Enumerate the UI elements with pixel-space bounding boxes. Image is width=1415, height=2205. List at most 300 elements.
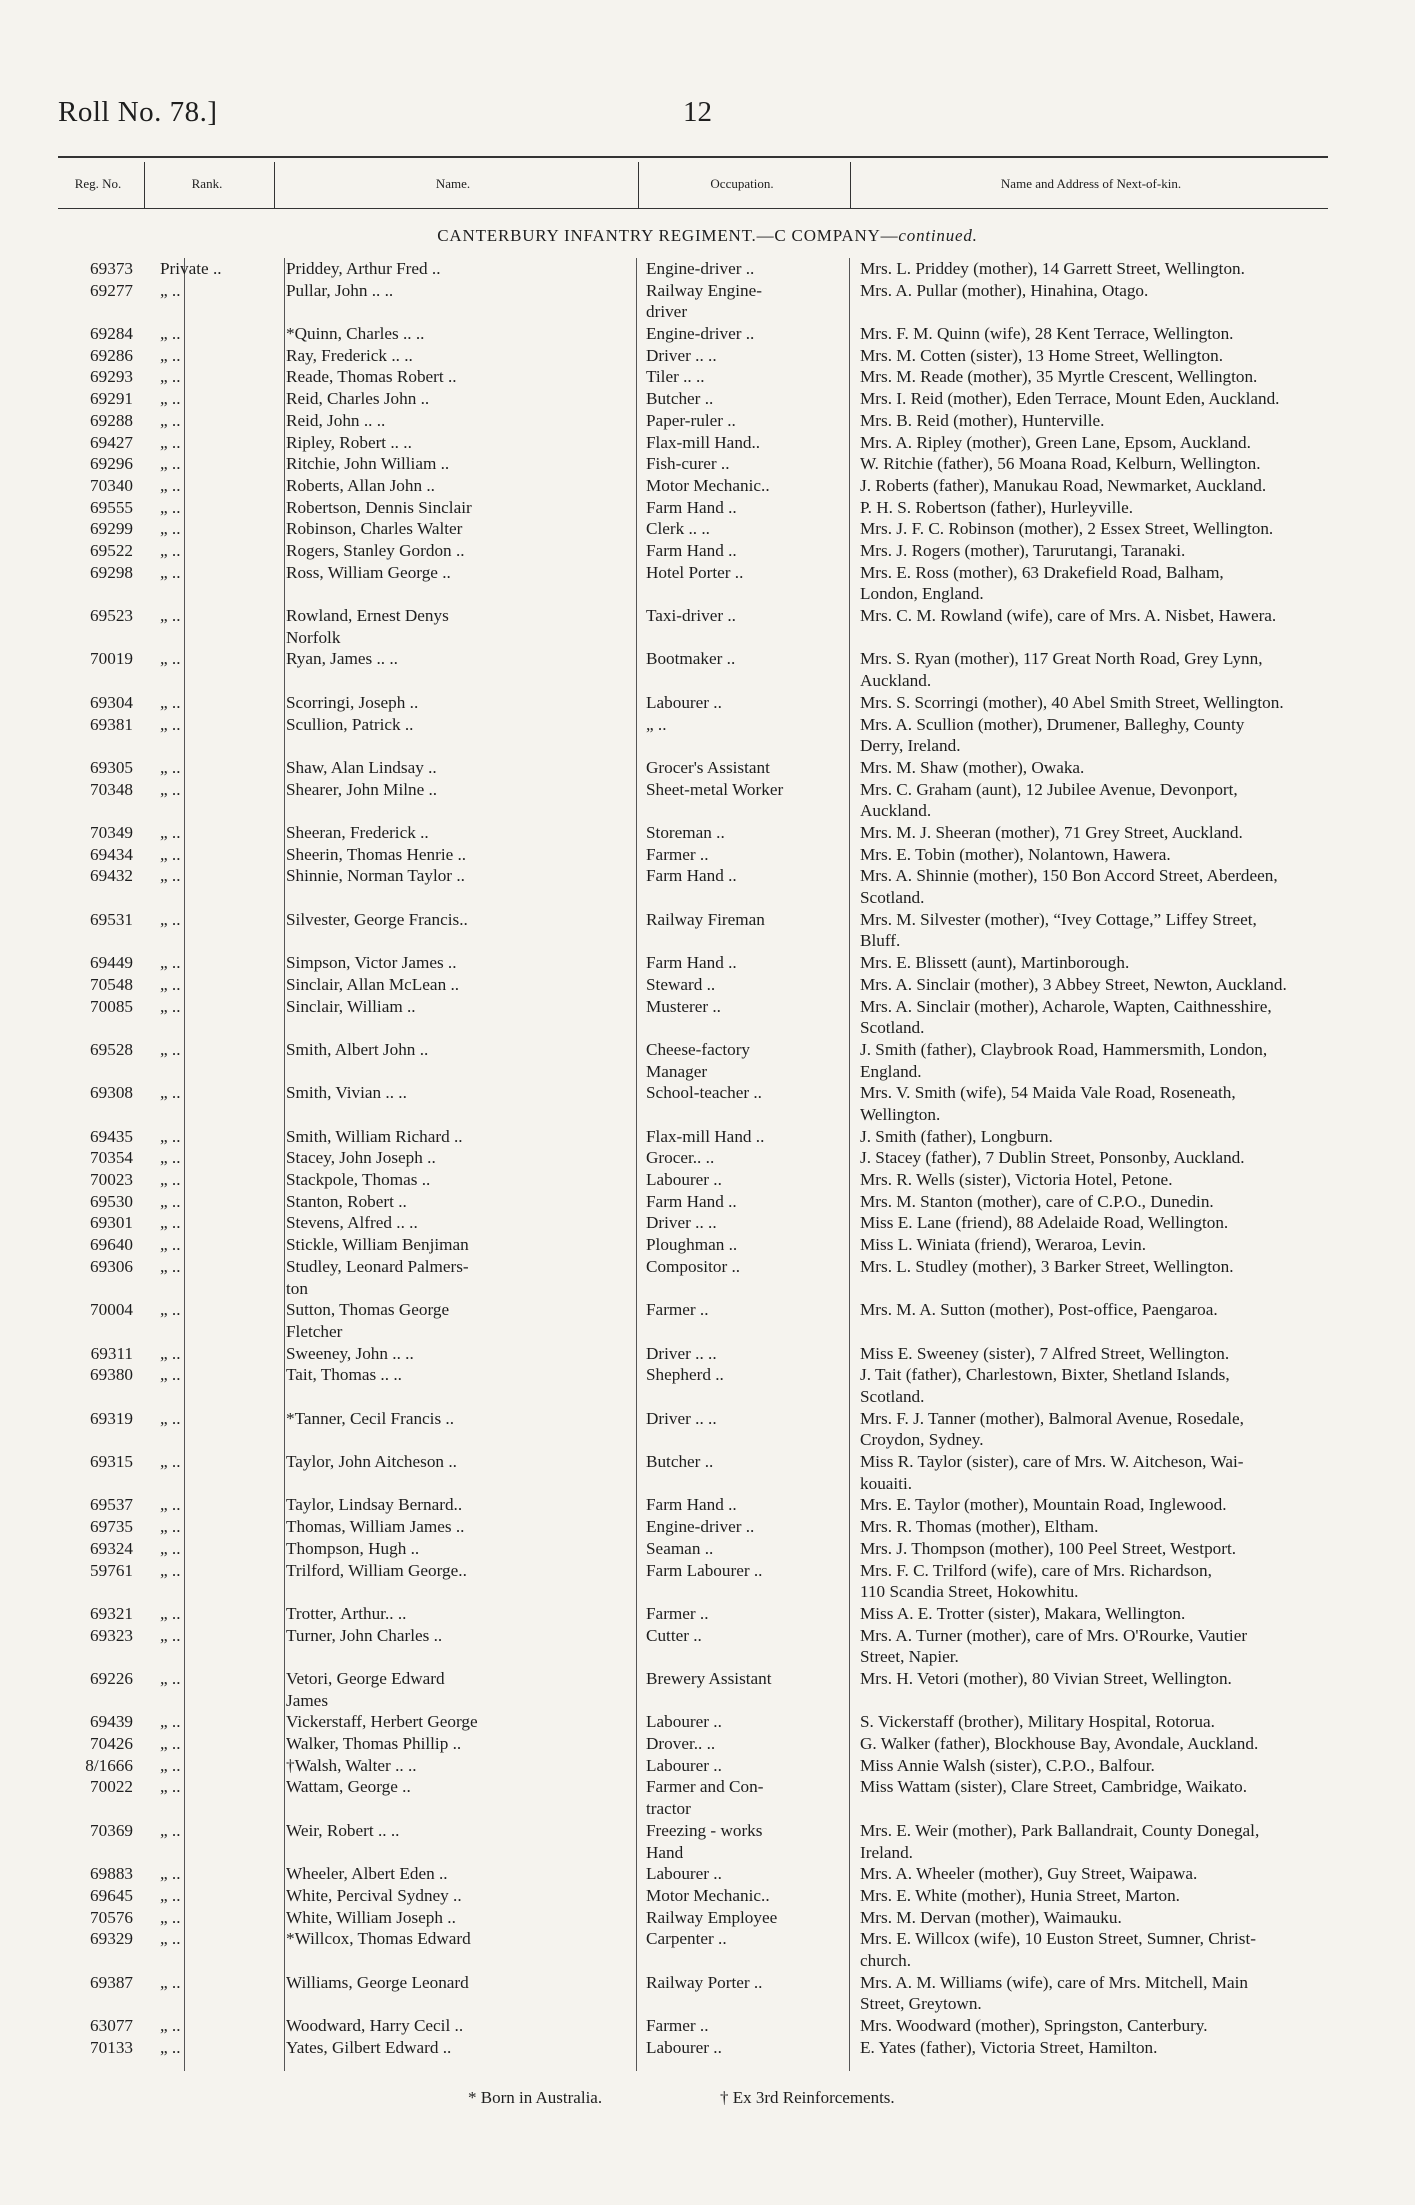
occupation-line: Grocer.. .. [646,1148,715,1168]
soldier-name-line: Taylor, Lindsay Bernard.. [286,1495,463,1515]
next-of-kin-line: Mrs. J. F. C. Robinson (mother), 2 Essex Street, Wellington. [860,519,1274,539]
rank: „ .. [160,1039,181,1059]
occupation [646,648,836,670]
occupation-line: Farmer .. [646,1300,709,1320]
table-row [58,909,1328,952]
next-of-kin [860,475,1328,497]
soldier-name-line: Stanton, Robert .. [286,1191,407,1211]
next-of-kin-line: Mrs. E. Tobin (mother), Nolantown, Hawera. [860,844,1171,864]
occupation-line: „ .. [646,714,667,734]
reg-number: 69530 [90,1191,133,1211]
reg-number: 70004 [90,1300,133,1320]
occupation-line: Carpenter .. [646,1929,727,1949]
table-row [58,280,1328,323]
page-number: 12 [683,96,712,128]
occupation [646,1733,836,1755]
soldier-name [286,1907,626,1929]
next-of-kin [860,1972,1328,2015]
occupation-line: Railway Employee [646,1907,778,1927]
col-header-nok: Name and Address of Next-of-kin. [1000,176,1182,191]
col-separator [274,162,275,208]
soldier-name-line: Shearer, John Milne .. [286,779,438,799]
occupation-line: Driver .. .. [646,1213,717,1233]
reg-number: 69315 [90,1452,133,1472]
rank: „ .. [160,410,181,430]
soldier-name [286,1711,626,1733]
reg-number: 69531 [90,909,133,929]
header-rule [58,156,1328,158]
occupation [646,1494,836,1516]
next-of-kin [860,497,1328,519]
table-row [58,1928,1328,1971]
soldier-name-line: White, William Joseph .. [286,1907,456,1927]
rank: „ .. [160,1929,181,1949]
next-of-kin-line: J. Smith (father), Longburn. [860,1126,1053,1146]
next-of-kin [860,280,1328,302]
soldier-name-line: Taylor, John Aitcheson .. [286,1452,457,1472]
soldier-name-line: Thompson, Hugh .. [286,1538,420,1558]
reg-number: 70548 [90,974,133,994]
table-row [58,1711,1328,1733]
rank: „ .. [160,822,181,842]
soldier-name [286,410,626,432]
next-of-kin-line: Auckland. [860,671,932,691]
soldier-name-line: Ripley, Robert .. .. [286,432,412,452]
next-of-kin-line: Mrs. S. Scorringi (mother), 40 Abel Smith Street, Wellington. [860,692,1284,712]
soldier-name-line: *Tanner, Cecil Francis .. [286,1408,455,1428]
next-of-kin-line: J. Tait (father), Charlestown, Bixter, Shetland Islands, [860,1365,1230,1385]
col-header-name: Name. [435,176,471,191]
next-of-kin [860,952,1328,974]
occupation [646,1082,836,1104]
soldier-name-line: Reid, John .. .. [286,410,386,430]
next-of-kin-line: Mrs. M. Dervan (mother), Waimauku. [860,1907,1122,1927]
table-row [58,1516,1328,1538]
next-of-kin [860,996,1328,1039]
occupation-line: Storeman .. [646,822,725,842]
occupation-line: Farmer and Con- [646,1777,764,1797]
reg-number: 70426 [90,1734,133,1754]
next-of-kin [860,1451,1328,1494]
occupation [646,280,836,323]
occupation-line: Seaman .. [646,1538,714,1558]
next-of-kin-line: Mrs. L. Priddey (mother), 14 Garrett Street, Wellington. [860,259,1245,278]
occupation [646,865,836,887]
table-row [58,1039,1328,1082]
rank: „ .. [160,1083,181,1103]
soldier-name [286,757,626,779]
table-row [58,518,1328,540]
next-of-kin-line: Mrs. A. Shinnie (mother), 150 Bon Accord Street, Aberdeen, [860,866,1278,886]
reg-number: 69284 [90,324,133,344]
page-header [58,96,1328,136]
occupation [646,345,836,367]
reg-number: 69286 [90,345,133,365]
occupation-line: Labourer .. [646,1712,722,1732]
occupation-line: Driver .. .. [646,1408,717,1428]
soldier-name-line: Trotter, Arthur.. .. [286,1603,407,1623]
soldier-name [286,388,626,410]
next-of-kin-line: Mrs. I. Reid (mother), Eden Terrace, Mount Eden, Auckland. [860,389,1280,409]
occupation-line: tractor [646,1799,691,1819]
soldier-name-line: Rowland, Ernest Denys [286,606,449,626]
col-header-occupation: Occupation. [710,176,774,191]
reg-number: 69435 [90,1126,133,1146]
occupation-line: Labourer .. [646,692,722,712]
soldier-name [286,518,626,540]
reg-number: 70354 [90,1148,133,1168]
reg-number: 69427 [90,432,133,452]
rank: „ .. [160,779,181,799]
rank: „ .. [160,1191,181,1211]
soldier-name [286,1863,626,1885]
rank: „ .. [160,2016,181,2036]
occupation [646,258,836,280]
next-of-kin [860,1408,1328,1451]
soldier-name-line: Williams, George Leonard [286,1972,469,1992]
occupation [646,1451,836,1473]
next-of-kin [860,1082,1328,1125]
soldier-name [286,1494,626,1516]
soldier-name-line: Yates, Gilbert Edward .. [286,2037,452,2057]
soldier-name-line: Ross, William George .. [286,562,451,582]
table-row [58,562,1328,605]
next-of-kin [860,1820,1328,1863]
soldier-name-line: Ryan, James .. .. [286,649,398,669]
soldier-name-line: Stacey, John Joseph .. [286,1148,436,1168]
soldier-name-line: Weir, Robert .. .. [286,1820,400,1840]
reg-number: 70022 [90,1777,133,1797]
next-of-kin-line: Mrs. A. M. Williams (wife), care of Mrs. Mitchell, Main [860,1972,1249,1992]
soldier-name [286,562,626,584]
next-of-kin [860,1169,1328,1191]
occupation-line: Farmer .. [646,1603,709,1623]
soldier-name [286,1169,626,1191]
occupation [646,1364,836,1386]
soldier-name [286,2015,626,2037]
rank: „ .. [160,1170,181,1190]
table-row [58,475,1328,497]
occupation-line: Hand [646,1842,684,1862]
rank: „ .. [160,1235,181,1255]
soldier-name [286,1733,626,1755]
soldier-name [286,1408,626,1430]
next-of-kin [860,1234,1328,1256]
rank: „ .. [160,280,181,300]
occupation-line: Labourer .. [646,2037,722,2057]
table-row [58,1408,1328,1451]
occupation [646,432,836,454]
next-of-kin-line: Mrs. M. Stanton (mother), care of C.P.O., Dunedin. [860,1191,1214,1211]
occupation [646,1039,836,1082]
rank: „ .. [160,649,181,669]
occupation [646,1147,836,1169]
rank: „ .. [160,1885,181,1905]
soldier-name [286,714,626,736]
soldier-name-line: Pullar, John .. .. [286,280,394,300]
occupation-line: Railway Porter .. [646,1972,763,1992]
reg-number: 69439 [90,1712,133,1732]
occupation [646,1776,836,1819]
rank: „ .. [160,1408,181,1428]
table-row [58,1299,1328,1342]
soldier-name-line: Smith, Vivian .. .. [286,1083,407,1103]
table-row [58,2037,1328,2059]
occupation-line: Shepherd .. [646,1365,724,1385]
reg-number: 69301 [90,1213,133,1233]
next-of-kin-line: Mrs. J. Thompson (mother), 100 Peel Street, Westport. [860,1538,1237,1558]
table-row [58,1733,1328,1755]
occupation [646,1516,836,1538]
soldier-name-line: *Willcox, Thomas Edward [286,1929,471,1949]
next-of-kin-line: Wellington. [860,1104,941,1124]
reg-number: 70023 [90,1170,133,1190]
next-of-kin [860,1538,1328,1560]
occupation [646,366,836,388]
roll-title: Roll No. 78.] [58,96,218,128]
table-row [58,1625,1328,1668]
next-of-kin-line: J. Roberts (father), Manukau Road, Newmarket, Auckland. [860,475,1267,495]
table-row [58,1234,1328,1256]
next-of-kin-line: Mrs. E. Taylor (mother), Mountain Road, Inglewood. [860,1495,1227,1515]
soldier-name [286,1538,626,1560]
next-of-kin-line: P. H. S. Robertson (father), Hurleyville. [860,497,1134,517]
next-of-kin [860,1668,1328,1690]
occupation [646,1126,836,1148]
rank: „ .. [160,475,181,495]
reg-number: 69735 [90,1517,133,1537]
table-row [58,366,1328,388]
next-of-kin [860,2015,1328,2037]
occupation-line: Driver .. .. [646,345,717,365]
occupation-line: Farm Hand .. [646,866,737,886]
next-of-kin [860,540,1328,562]
next-of-kin-line: Mrs. A. Turner (mother), care of Mrs. O'Rourke, Vautier [860,1625,1248,1645]
next-of-kin-line: Miss L. Winiata (friend), Weraroa, Levin. [860,1235,1147,1255]
soldier-name [286,1603,626,1625]
table-row [58,822,1328,844]
next-of-kin-line: Derry, Ireland. [860,736,961,756]
next-of-kin [860,562,1328,605]
table-row [58,1364,1328,1407]
next-of-kin-line: kouaiti. [860,1473,913,1493]
occupation-line: Cutter .. [646,1625,702,1645]
next-of-kin-line: Mrs. M. J. Sheeran (mother), 71 Grey Street, Auckland. [860,822,1243,842]
rank: „ .. [160,1213,181,1233]
occupation-line: Butcher .. [646,1452,714,1472]
soldier-name-line: Priddey, Arthur Fred .. [286,259,441,278]
next-of-kin [860,1733,1328,1755]
next-of-kin [860,779,1328,822]
occupation [646,1256,836,1278]
table-row [58,1538,1328,1560]
occupation-line: Engine-driver .. [646,259,755,278]
next-of-kin-line: Croydon, Sydney. [860,1430,984,1450]
reg-number: 70349 [90,822,133,842]
reg-number: 69373 [90,259,133,278]
rank: „ .. [160,1495,181,1515]
table-row [58,1494,1328,1516]
occupation-line: Flax-mill Hand.. [646,432,761,452]
occupation [646,1928,836,1950]
table-row [58,605,1328,648]
rank: „ .. [160,497,181,517]
reg-number: 69387 [90,1972,133,1992]
occupation-line: Farmer .. [646,844,709,864]
occupation [646,1212,836,1234]
soldier-name-line: Vetori, George Edward [286,1668,445,1688]
rank: „ .. [160,1734,181,1754]
soldier-name [286,692,626,714]
table-row [58,410,1328,432]
soldier-name-line: Robinson, Charles Walter [286,519,463,539]
soldier-name-line: Sinclair, Allan McLean .. [286,974,460,994]
soldier-name [286,1560,626,1582]
reg-number: 69537 [90,1495,133,1515]
soldier-name [286,258,626,280]
next-of-kin [860,648,1328,691]
next-of-kin-line: Mrs. M. Cotten (sister), 13 Home Street, Wellington. [860,345,1224,365]
rank: „ .. [160,1452,181,1472]
soldier-name-line: Roberts, Allan John .. [286,475,435,495]
reg-number: 63077 [90,2016,133,2036]
table-row [58,779,1328,822]
rank: „ .. [160,519,181,539]
next-of-kin [860,822,1328,844]
occupation-line: Driver .. .. [646,1343,717,1363]
soldier-name-line: Smith, Albert John .. [286,1039,429,1059]
rank: „ .. [160,1820,181,1840]
next-of-kin [860,1299,1328,1321]
next-of-kin-line: Mrs. C. Graham (aunt), 12 Jubilee Avenue, Devonport, [860,779,1238,799]
soldier-name-line: Smith, William Richard .. [286,1126,463,1146]
section-title-text: CANTERBURY INFANTRY REGIMENT.—C COMPANY— [437,226,899,245]
table-row [58,1907,1328,1929]
reg-number: 69291 [90,389,133,409]
next-of-kin [860,1907,1328,1929]
rank: „ .. [160,1907,181,1927]
reg-number: 70133 [90,2037,133,2057]
soldier-name [286,952,626,974]
occupation [646,323,836,345]
soldier-name-line: Turner, John Charles .. [286,1625,443,1645]
occupation [646,714,836,736]
rank: „ .. [160,1343,181,1363]
next-of-kin-line: Mrs. M. Shaw (mother), Owaka. [860,757,1085,777]
occupation-line: Fish-curer .. [646,454,730,474]
soldier-name [286,1299,626,1342]
soldier-name [286,432,626,454]
soldier-name-line: Thomas, William James .. [286,1517,465,1537]
rank: „ .. [160,714,181,734]
rank: „ .. [160,909,181,929]
occupation [646,844,836,866]
occupation-line: Railway Fireman [646,909,765,929]
soldier-name-line: Woodward, Harry Cecil .. [286,2016,464,2036]
soldier-name [286,1234,626,1256]
occupation-line: Engine-driver .. [646,1517,755,1537]
table-row [58,1560,1328,1603]
occupation [646,1820,836,1863]
table-row [58,996,1328,1039]
table-row [58,1972,1328,2015]
occupation [646,2015,836,2037]
rank: „ .. [160,1126,181,1146]
soldier-name-line: †Walsh, Walter .. .. [286,1755,417,1775]
next-of-kin-line: J. Smith (father), Claybrook Road, Hammersmith, London, [860,1039,1268,1059]
reg-number: 70348 [90,779,133,799]
reg-number: 69645 [90,1885,133,1905]
next-of-kin [860,1711,1328,1733]
occupation-line: Farm Hand .. [646,540,737,560]
soldier-name [286,974,626,996]
table-row [58,757,1328,779]
soldier-name [286,475,626,497]
occupation-line: Hotel Porter .. [646,562,744,582]
reg-number: 8/1666 [85,1755,133,1775]
reg-number: 70085 [90,996,133,1016]
occupation-line: Musterer .. [646,996,721,1016]
soldier-name-line: Trilford, William George.. [286,1560,467,1580]
soldier-name-line: Vickerstaff, Herbert George [286,1712,478,1732]
soldier-name [286,497,626,519]
rank: „ .. [160,606,181,626]
table-row [58,540,1328,562]
next-of-kin-line: Mrs. M. Silvester (mother), “Ivey Cottage,” Liffey Street, [860,909,1257,929]
soldier-name-line: Robertson, Dennis Sinclair [286,497,472,517]
occupation [646,1755,836,1777]
rank: „ .. [160,974,181,994]
table-row [58,952,1328,974]
col-separator [144,162,145,208]
occupation [646,1885,836,1907]
soldier-name [286,1668,626,1711]
table-row [58,1451,1328,1494]
occupation-line: driver [646,302,688,322]
soldier-name [286,366,626,388]
soldier-name-line: Sinclair, William .. [286,996,416,1016]
next-of-kin [860,1343,1328,1365]
soldier-name [286,1885,626,1907]
occupation [646,1668,836,1690]
next-of-kin [860,1755,1328,1777]
soldier-name [286,1147,626,1169]
rank: „ .. [160,1300,181,1320]
soldier-name-line: Stackpole, Thomas .. [286,1170,431,1190]
next-of-kin [860,410,1328,432]
soldier-name [286,822,626,844]
next-of-kin-line: Mrs. A. Pullar (mother), Hinahina, Otago. [860,280,1149,300]
rank: „ .. [160,1365,181,1385]
next-of-kin-line: S. Vickerstaff (brother), Military Hospital, Rotorua. [860,1712,1215,1732]
occupation-line: Farm Hand .. [646,497,737,517]
rank: „ .. [160,1560,181,1580]
next-of-kin-line: Mrs. M. A. Sutton (mother), Post-office, Paengaroa. [860,1300,1218,1320]
soldier-name [286,1776,626,1798]
soldier-name-line: Walker, Thomas Phillip .. [286,1734,462,1754]
next-of-kin-line: Mrs. E. White (mother), Hunia Street, Marton. [860,1885,1180,1905]
rank: „ .. [160,1603,181,1623]
next-of-kin [860,1603,1328,1625]
next-of-kin-line: Miss E. Sweeney (sister), 7 Alfred Street, Wellington. [860,1343,1230,1363]
rank: „ .. [160,844,181,864]
soldier-name [286,345,626,367]
occupation [646,1972,836,1994]
next-of-kin-line: Mrs. M. Reade (mother), 35 Myrtle Crescent, Wellington. [860,367,1258,387]
occupation-line: Farm Hand .. [646,1495,737,1515]
next-of-kin-line: Miss E. Lane (friend), 88 Adelaide Road, Wellington. [860,1213,1229,1233]
rank: „ .. [160,1625,181,1645]
